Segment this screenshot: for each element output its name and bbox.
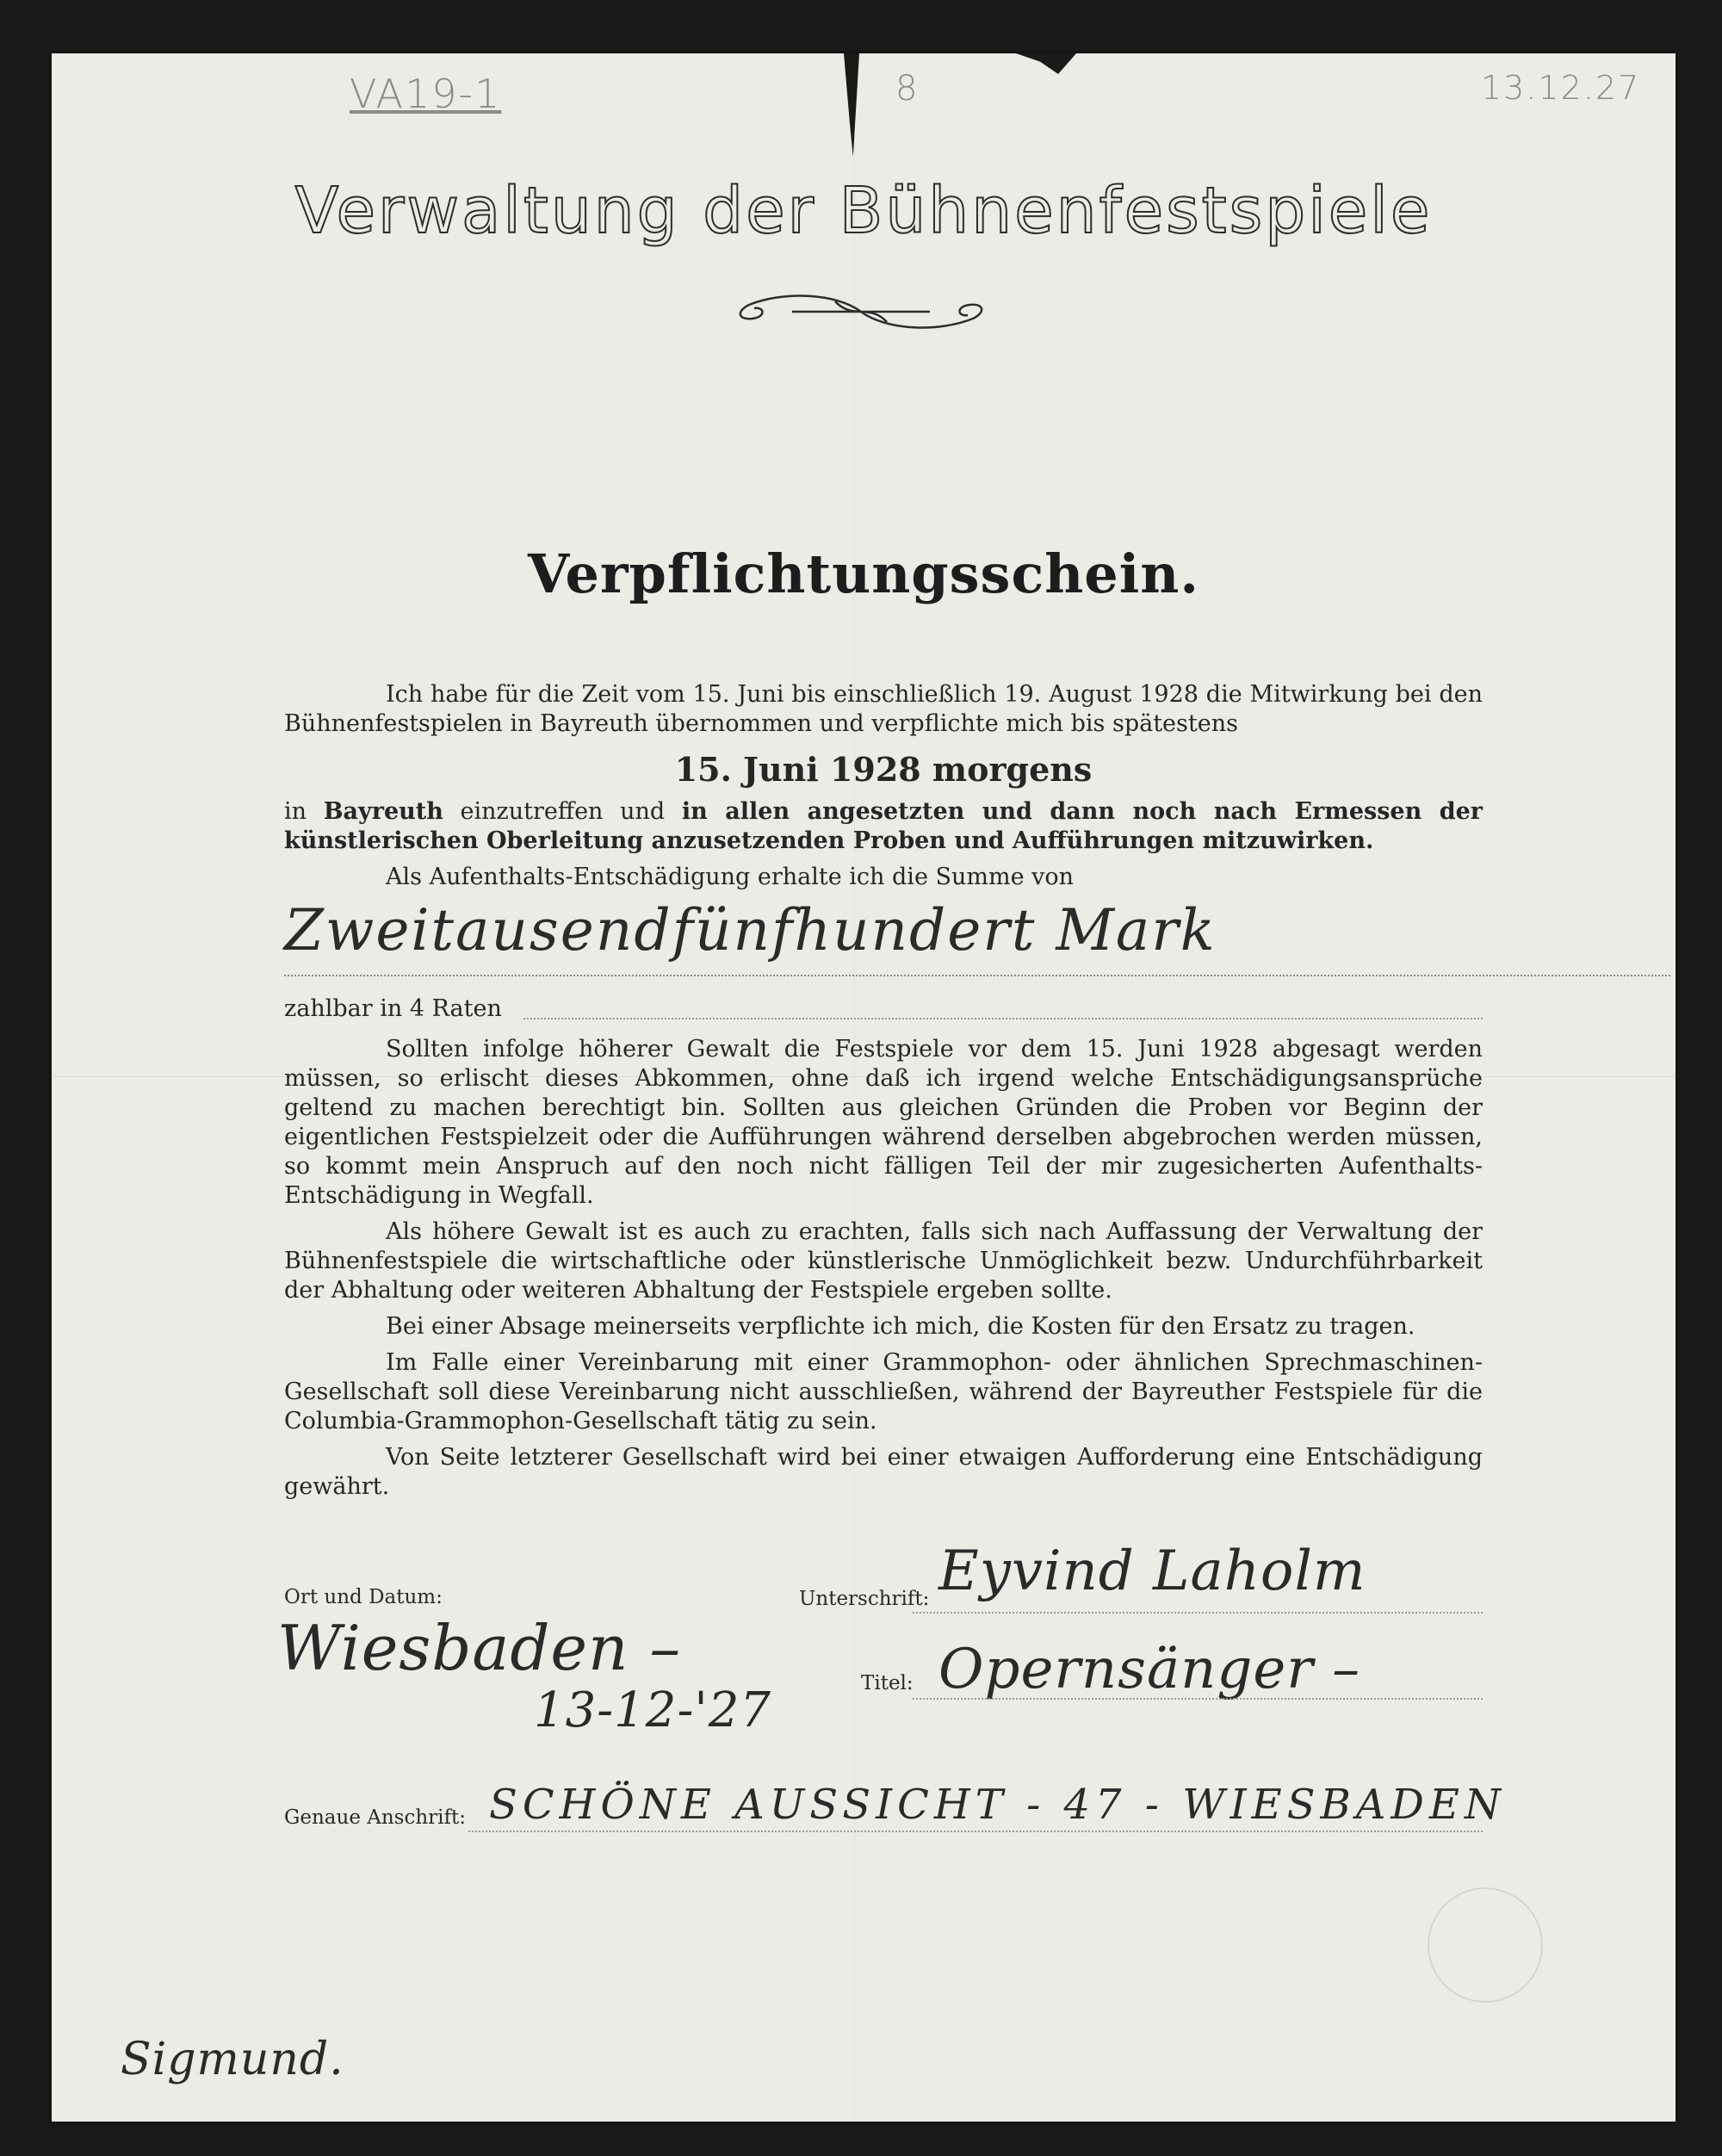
title-dotted-line (913, 1698, 1483, 1700)
payment-dotted-line (523, 1018, 1483, 1019)
ornament-flourish-icon (732, 286, 990, 338)
handwritten-place: Wiesbaden – (277, 1612, 682, 1684)
signature-label: Unterschrift: (799, 1588, 930, 1610)
archive-date-note: 13.12.27 (1481, 69, 1641, 107)
body-paragraph: Ich habe für die Zeit vom 15. Juni bis einschließlich 19. August 1928 die Mitwirkung bei den Bühnenfestspielen in Bayreuth übernommen und verpflichte mich bis spätestens (284, 681, 1483, 737)
embossed-seal (1428, 1887, 1543, 2003)
document-title: Verpflichtungsschein. (528, 542, 1199, 605)
payment-terms: zahlbar in 4 Raten (284, 995, 502, 1022)
paper-tear (844, 53, 859, 157)
handwritten-signature: Eyvind Laholm (938, 1540, 1366, 1603)
address-label: Genaue Anschrift: (284, 1806, 467, 1829)
handwritten-address: SCHÖNE AUSSICHT - 47 - WIESBADEN (489, 1781, 1506, 1829)
handwritten-amount: Zweitausendfünfhundert Mark (284, 897, 1217, 963)
title-label: Titel: (861, 1672, 914, 1694)
signature-dotted-line (913, 1612, 1483, 1614)
place-date-label: Ort und Datum: (284, 1586, 443, 1608)
body-paragraph: Im Falle einer Vereinbarung mit einer Grammophon- oder ähnlichen Sprechmaschinen-Gesellschaft soll diese Vereinbarung nicht ausschließen, während der Bayreuther Festspiele für die Columbia-Grammophon-Gesellschaft tätig zu sein. (284, 1349, 1483, 1434)
text-run: in (284, 798, 324, 825)
body-paragraph: Von Seite letzterer Gesellschaft wird bei einer etwaigen Aufforderung eine Entschädigung gewährt. (284, 1444, 1483, 1500)
text-run-bold: Bayreuth (323, 798, 443, 825)
body-paragraph: Sollten infolge höherer Gewalt die Festspiele vor dem 15. Juni 1928 abgesagt werden müssen, so erlischt dieses Abkommen, ohne daß ich irgend welche Entschädigungsansprüche geltend zu machen berechtigt bin. Sollten aus gleichen Gründen die Proben vor Beginn der eigentlichen Festspielzeit oder die Aufführungen während derselben abgebrochen werden müssen, so kommt mein Anspruch auf den noch nicht fälligen Teil der mir zugesicherten Aufenthalts-Entschädigung in Wegfall. (284, 1036, 1483, 1209)
text-run: einzutreffen und (443, 798, 682, 825)
body-paragraph (284, 797, 1483, 856)
body-paragraph: Bei einer Absage meinerseits verpflichte ich mich, die Kosten für den Ersatz zu tragen. (386, 1313, 1415, 1340)
handwritten-note: Sigmund. (121, 2034, 344, 2085)
paper-tear (1016, 53, 1076, 74)
handwritten-title: Opernsänger – (938, 1638, 1361, 1701)
document-page (52, 53, 1676, 2122)
archive-folio: 8 (895, 69, 920, 108)
address-dotted-line (468, 1831, 1483, 1832)
text-run-bold: in allen angesetzten und dann noch nach Ermessen der künstlerischen Oberleitung anzusetzenden Proben und Aufführungen mitzuwirken. (284, 798, 1483, 854)
archive-shelfmark: VA19-1 (350, 71, 502, 117)
document-body (284, 680, 1483, 899)
body-paragraph: Als höhere Gewalt ist es auch zu erachten, falls sich nach Auffassung der Verwaltung der Bühnenfestspiele die wirtschaftliche oder künstlerische Unmöglichkeit bezw. Undurchführbarkeit der Abhaltung oder weiteren Abhaltung der Festspiele ergeben sollte. (284, 1218, 1483, 1304)
document-body-continued (284, 1035, 1483, 1509)
arrival-date: 15. Juni 1928 morgens (674, 750, 1093, 789)
letterhead: Verwaltung der Bühnenfestspiele (294, 174, 1433, 248)
body-paragraph: Als Aufenthalts-Entschädigung erhalte ich die Summe von (386, 864, 1075, 890)
handwritten-date: 13-12-'27 (534, 1682, 772, 1738)
amount-dotted-line (284, 973, 1670, 976)
